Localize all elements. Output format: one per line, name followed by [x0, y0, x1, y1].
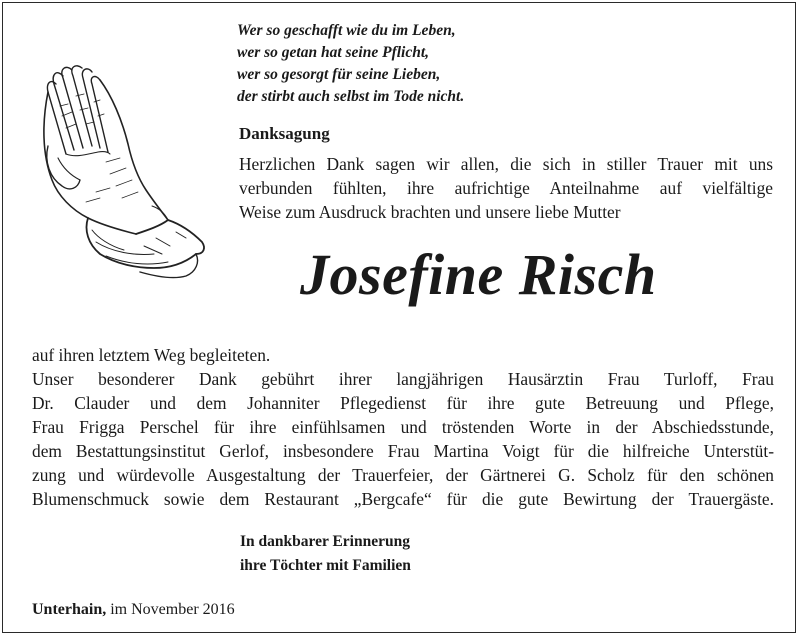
date: im November 2016 — [110, 601, 235, 618]
body-line: Unser besonderer Dank gebührt ihrer langjährigen Hausärztin Frau Turloff, Frau — [32, 369, 774, 389]
poem — [237, 20, 464, 108]
body-line: Dr. Clauder und dem Johanniter Pflegedienst für ihre gute Betreuung und Pflege, — [32, 393, 774, 413]
poem-line: wer so gesorgt für seine Lieben, — [237, 66, 441, 83]
signoff — [240, 530, 411, 578]
poem-line: der stirbt auch selbst im Tode nicht. — [237, 88, 465, 105]
praying-hands-icon — [36, 62, 212, 280]
intro-line: Weise zum Ausdruck brachten und unsere liebe Mutter — [239, 202, 621, 222]
signoff-line: In dankbarer Erinnerung — [240, 533, 410, 550]
place-date — [32, 601, 235, 619]
body-paragraph — [32, 343, 774, 511]
intro-line: verbunden fühlten, ihre aufrichtige Anteilnahme auf vielfältige — [239, 178, 773, 198]
body-line: auf ihren letztem Weg begleiteten. — [32, 345, 271, 365]
notice-heading: Danksagung — [239, 124, 330, 143]
body-line: dem Bestattungsinstitut Gerlof, insbesondere Frau Martina Voigt für die hilfreiche Unterstüt- — [32, 441, 774, 461]
signoff-line: ihre Töchter mit Familien — [240, 557, 411, 574]
deceased-name: Josefine Risch — [300, 242, 657, 307]
place: Unterhain, — [32, 601, 107, 618]
intro-paragraph — [239, 152, 773, 224]
body-line: zung und würdevolle Ausgestaltung der Trauerfeier, der Gärtnerei G. Scholz für den schönen — [32, 465, 774, 485]
poem-line: Wer so geschafft wie du im Leben, — [237, 22, 456, 39]
body-line: Frau Frigga Perschel für ihre einfühlsamen und tröstenden Worte in der Abschiedsstunde, — [32, 417, 774, 437]
body-line: Blumenschmuck sowie dem Restaurant „Bergcafe“ für die gute Bewirtung der Trauergäste. — [32, 489, 774, 509]
poem-line: wer so getan hat seine Pflicht, — [237, 44, 430, 61]
intro-line: Herzlichen Dank sagen wir allen, die sich in stiller Trauer mit uns — [239, 154, 773, 174]
